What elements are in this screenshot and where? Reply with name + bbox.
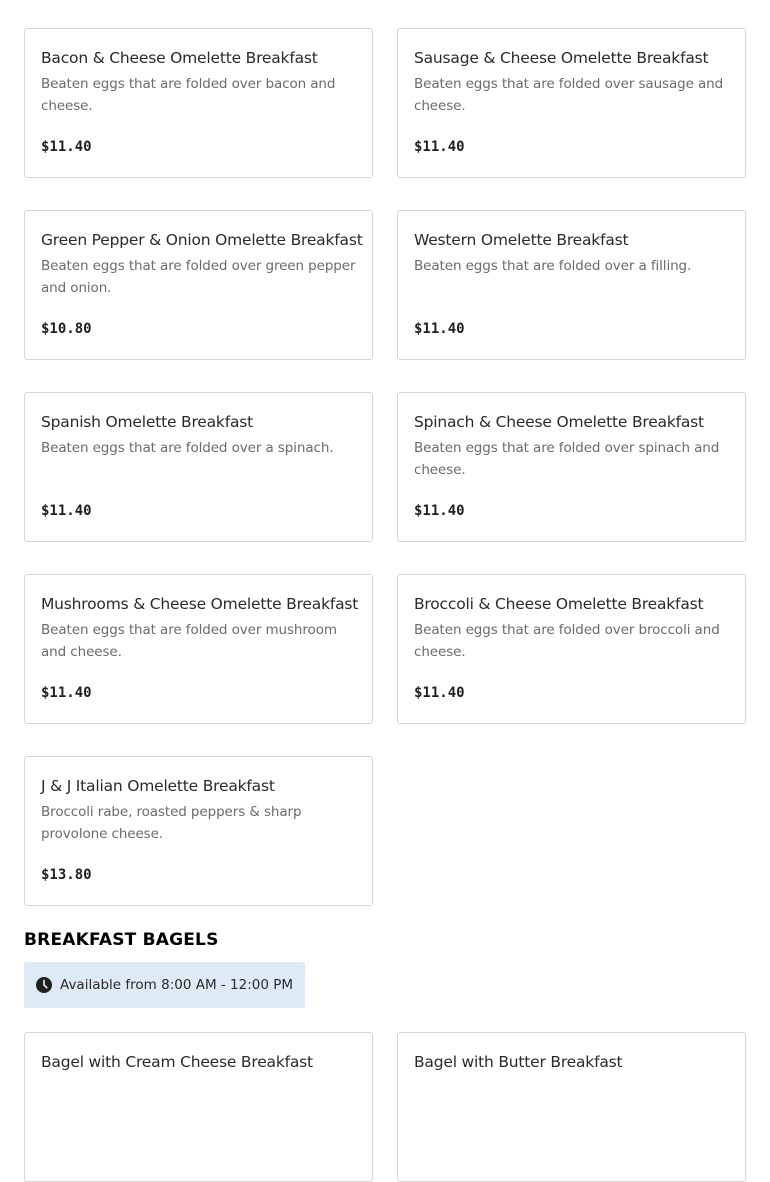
menu-item-name: Bagel with Butter Breakfast xyxy=(414,1053,623,1071)
availability-badge xyxy=(24,962,305,1008)
menu-item-description: Beaten eggs that are folded over a spinach. xyxy=(41,440,334,456)
menu-item-price: $11.40 xyxy=(414,139,465,155)
menu-item-card[interactable] xyxy=(24,1032,373,1182)
menu-item-description: Beaten eggs that are folded over sausage and cheese. xyxy=(414,76,724,114)
availability-text: Available from 8:00 AM - 12:00 PM xyxy=(60,977,294,993)
menu-item-description: Broccoli rabe, roasted peppers & sharp provolone cheese. xyxy=(41,804,302,842)
menu-item-name: Spanish Omelette Breakfast xyxy=(41,413,254,431)
menu-item-name: Green Pepper & Onion Omelette Breakfast xyxy=(41,231,363,249)
menu-item-description: Beaten eggs that are folded over mushroom and cheese. xyxy=(41,622,337,660)
menu-item-name: Sausage & Cheese Omelette Breakfast xyxy=(414,49,709,67)
section-title-breakfast-bagels: BREAKFAST BAGELS xyxy=(24,930,219,950)
menu-item-price: $11.40 xyxy=(414,503,465,519)
menu-item-description: Beaten eggs that are folded over spinach and cheese. xyxy=(414,440,720,478)
menu-item-price: $13.80 xyxy=(41,867,92,883)
menu-item-description: Beaten eggs that are folded over a filling. xyxy=(414,258,692,274)
menu-item-card[interactable] xyxy=(397,1032,746,1182)
menu-item-card[interactable] xyxy=(24,28,373,178)
menu-item-price: $11.40 xyxy=(41,503,92,519)
menu-item-price: $11.40 xyxy=(414,321,465,337)
menu-item-card[interactable] xyxy=(397,28,746,178)
menu-item-price: $11.40 xyxy=(41,685,92,701)
menu-item-card[interactable] xyxy=(24,210,373,360)
menu-item-name: Bacon & Cheese Omelette Breakfast xyxy=(41,49,318,67)
menu-item-name: Bagel with Cream Cheese Breakfast xyxy=(41,1053,313,1071)
omelette-items-grid xyxy=(24,28,746,906)
menu-item-name: Mushrooms & Cheese Omelette Breakfast xyxy=(41,595,359,613)
menu-item-card[interactable] xyxy=(24,392,373,542)
menu-item-price: $11.40 xyxy=(41,139,92,155)
menu-item-price: $11.40 xyxy=(414,685,465,701)
menu-item-name: Western Omelette Breakfast xyxy=(414,231,629,249)
menu-item-card[interactable] xyxy=(397,392,746,542)
menu-item-card[interactable] xyxy=(397,574,746,724)
menu-item-card[interactable] xyxy=(24,574,373,724)
menu-item-name: Broccoli & Cheese Omelette Breakfast xyxy=(414,595,704,613)
menu-item-description: Beaten eggs that are folded over green pepper and onion. xyxy=(41,258,356,296)
menu-item-card[interactable] xyxy=(24,756,373,906)
bagel-items-grid xyxy=(24,1032,746,1182)
clock-icon xyxy=(36,977,52,993)
menu-item-name: Spinach & Cheese Omelette Breakfast xyxy=(414,413,704,431)
menu-item-name: J & J Italian Omelette Breakfast xyxy=(41,777,275,795)
menu-item-card[interactable] xyxy=(397,210,746,360)
menu-item-price: $10.80 xyxy=(41,321,92,337)
menu-item-description: Beaten eggs that are folded over broccoli and cheese. xyxy=(414,622,720,660)
menu-item-description: Beaten eggs that are folded over bacon and cheese. xyxy=(41,76,336,114)
